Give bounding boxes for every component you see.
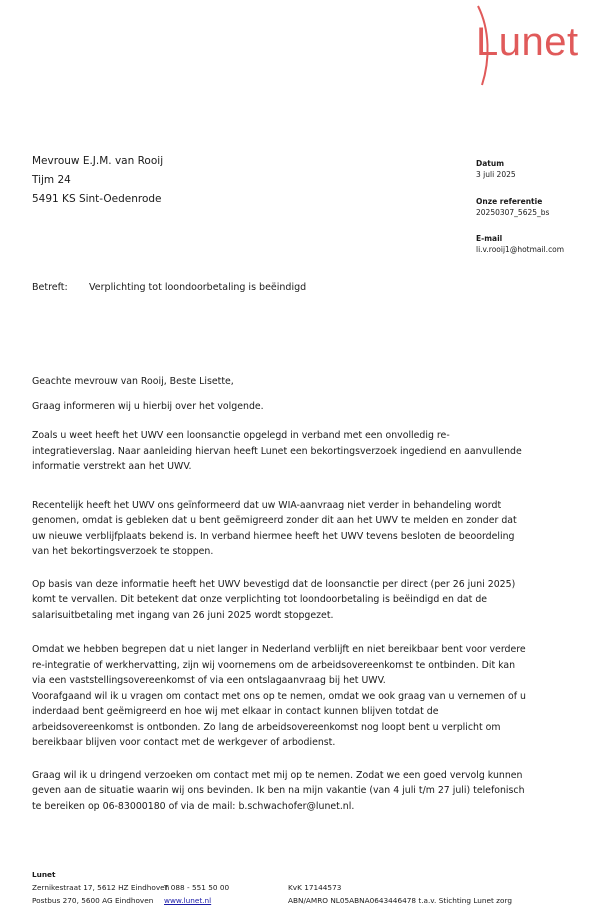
subject-line — [32, 282, 306, 293]
recipient-city: 5491 KS Sint-Oedenrode — [32, 193, 162, 205]
date-block — [476, 158, 516, 180]
email-block — [476, 233, 564, 255]
paragraph-line: Op basis van deze informatie heeft het UWV bevestigd dat de loonsanctie per direct (per 26 juni 2025) — [32, 578, 516, 590]
paragraph-4 — [32, 642, 592, 751]
subject-text: Verplichting tot loondoorbetaling is beëindigd — [89, 282, 307, 293]
paragraph-line: Recentelijk heeft het UWV ons geïnformeerd dat uw WIA-aanvraag niet verder in behandeling wordt — [32, 499, 502, 511]
paragraph-3 — [32, 577, 592, 624]
paragraph-line: re-integratie of werkhervatting, zijn wij voornemens om de arbeidsovereenkomst te ontbinden. Dit kan — [32, 659, 516, 671]
paragraph-line: informatie verstrekt aan het UWV. — [32, 461, 192, 472]
footer-bank: ABN/AMRO NL05ABNA0643446478 t.a.v. Stichting Lunet zorg — [288, 896, 512, 905]
footer-website-link[interactable]: www.lunet.nl — [164, 896, 212, 905]
footer-org: Lunet — [32, 870, 56, 879]
paragraph-line: te bereiken op 06-83000180 of via de mail: b.schwachofer@lunet.nl. — [32, 800, 355, 812]
paragraph-2 — [32, 498, 592, 560]
footer-address-1: Zernikestraat 17, 5612 HZ Eindhoven — [32, 883, 170, 892]
paragraph-line: uw nieuwe verblijfplaats bekend is. In verband hiermee heeft het UWV tevens besloten de beoordeling — [32, 530, 515, 542]
footer-contact — [164, 881, 229, 907]
date-value: 3 juli 2025 — [476, 170, 516, 179]
reference-block — [476, 196, 549, 218]
paragraph-1 — [32, 428, 592, 475]
paragraph-line: Graag wil ik u dringend verzoeken om contact met mij op te nemen. Zodat we een goed vervolg kunnen — [32, 769, 523, 781]
paragraph-line: genomen, omdat is gebleken dat u bent geëmigreerd zonder dit aan het UWV te melden en zonder dat — [32, 515, 517, 526]
footer-kvk: KvK 17144573 — [288, 883, 342, 892]
footer-registration — [288, 881, 512, 907]
recipient-name: Mevrouw E.J.M. van Rooij — [32, 155, 164, 167]
salutation: Geachte mevrouw van Rooij, Beste Lisette, — [32, 376, 234, 387]
paragraph-line: integratieverslag. Naar aanleiding hiervan heeft Lunet een bekortingsverzoek ingediend en aanvullende — [32, 445, 522, 457]
reference-label: Onze referentie — [476, 197, 543, 206]
paragraph-line: arbeidsovereenkomst is ontbonden. Zo lang de arbeidsovereenkomst nog loopt bent u verplicht om — [32, 721, 501, 733]
date-label: Datum — [476, 159, 505, 168]
paragraph-line: van het bekortingsverzoek te stoppen. — [32, 546, 214, 557]
reference-value: 20250307_5625_bs — [476, 208, 550, 217]
paragraph-line: Zoals u weet heeft het UWV een loonsanctie opgelegd in verband met een onvolledig re- — [32, 430, 450, 441]
footer-address-2: Postbus 270, 5600 AG Eindhoven — [32, 896, 154, 905]
email-value: li.v.rooij1@hotmail.com — [476, 245, 565, 254]
paragraph-line: inderdaad bent geëmigreerd en hoe wij met elkaar in contact kunnen blijven totdat de — [32, 706, 439, 717]
email-label: E-mail — [476, 234, 503, 243]
paragraph-line: via een vaststellingsovereenkomst of via een ontslagaanvraag bij het UWV. — [32, 675, 386, 686]
paragraph-line: Omdat we hebben begrepen dat u niet langer in Nederland verblijft en niet bereikbaar bent voor verdere — [32, 644, 526, 655]
paragraph-5 — [32, 768, 592, 815]
paragraph-line: bereikbaar blijven voor contact met de werkgever of arbodienst. — [32, 737, 336, 748]
footer-address — [32, 868, 169, 907]
recipient-address — [32, 152, 163, 209]
intro-paragraph: Graag informeren wij u hierbij over het volgende. — [32, 400, 264, 412]
footer-phone: T 088 - 551 50 00 — [164, 883, 230, 892]
lunet-logo: Lunet — [476, 20, 579, 64]
subject-label: Betreft: — [32, 282, 68, 293]
paragraph-line: salarisuitbetaling met ingang van 26 juni 2025 wordt stopgezet. — [32, 609, 334, 621]
paragraph-line: komt te vervallen. Dit betekent dat onze verplichting tot loondoorbetaling is beëindigd en dat de — [32, 594, 488, 605]
recipient-street: Tijm 24 — [32, 174, 71, 186]
paragraph-line: Voorafgaand wil ik u vragen om contact met ons op te nemen, omdat we ook graag van u vernemen of u — [32, 690, 526, 702]
letter-body — [32, 374, 592, 814]
paragraph-line: geven aan de situatie waarin wij ons bevinden. Ik ben na mijn vakantie (van 4 juli t/m 27 juli) telefonisch — [32, 785, 525, 796]
